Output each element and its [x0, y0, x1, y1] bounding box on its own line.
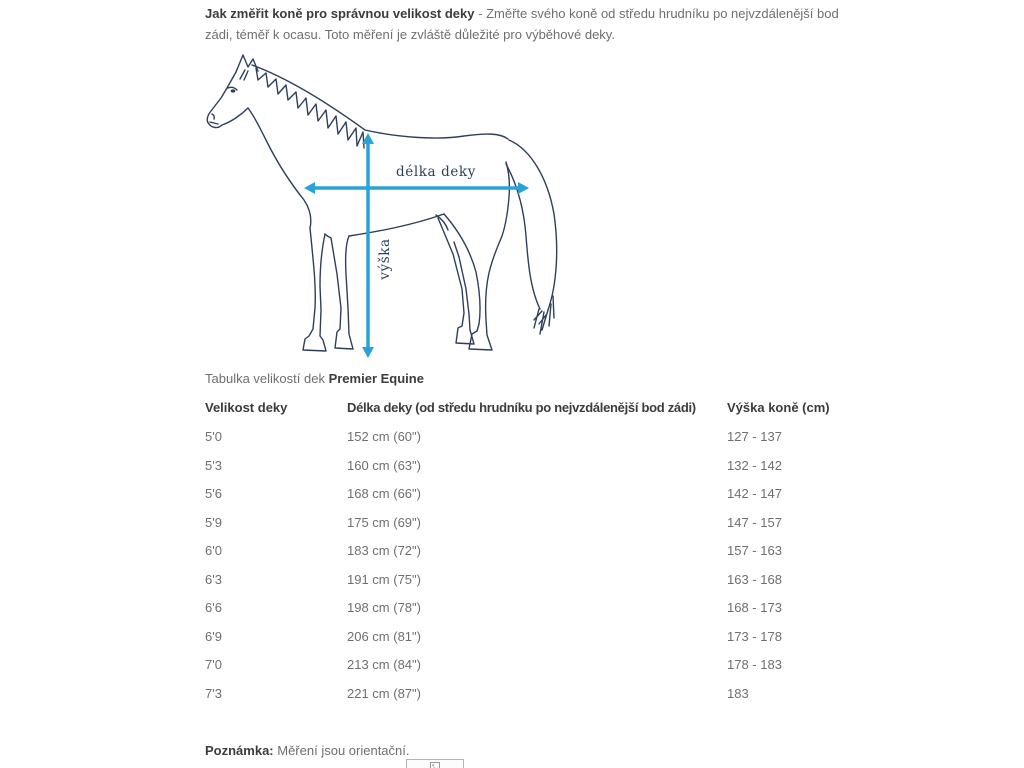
table-header-row	[205, 400, 855, 416]
cell-height: 168 - 173	[727, 600, 782, 616]
cell-size: 5'3	[205, 457, 222, 473]
horse-hind-leg-far	[438, 218, 474, 344]
measurement-arrows	[304, 133, 529, 358]
table-row	[205, 651, 855, 680]
cell-size: 6'0	[205, 543, 222, 559]
header-size: Velikost deky	[205, 400, 288, 415]
height-arrow	[362, 133, 374, 358]
cell-size: 6'9	[205, 628, 222, 644]
cell-length: 198 cm (78")	[347, 600, 421, 616]
cell-height: 132 - 142	[727, 457, 782, 473]
table-row	[205, 452, 855, 481]
horse-outline	[207, 55, 556, 351]
cell-length: 152 cm (60")	[347, 429, 421, 444]
table-row	[205, 566, 855, 595]
cell-size: 5'9	[205, 514, 222, 530]
table-row	[205, 480, 855, 509]
horse-belly	[349, 214, 444, 236]
table-row	[205, 623, 855, 652]
horse-front-leg-far	[325, 234, 353, 349]
horse-nostril	[210, 114, 218, 124]
length-label: délka deky	[396, 164, 476, 180]
table-row	[205, 594, 855, 623]
cell-length: 183 cm (72")	[347, 543, 421, 559]
caption-brand: Premier Equine	[328, 371, 424, 386]
horse-ears	[236, 55, 258, 72]
table-row	[205, 537, 855, 566]
intro-text: Změřte svého koně od středu hrudníku po nejvzdálenější bod zádi, téměř k ocasu. Toto měření je zvláště důležité pro výběhové deky.	[205, 6, 839, 42]
cell-height: 147 - 157	[727, 514, 782, 530]
caption-prefix: Tabulka velikostí dek	[205, 371, 329, 386]
cell-size: 5'0	[205, 429, 222, 444]
note-paragraph	[205, 744, 410, 758]
cell-size: 6'6	[205, 600, 222, 616]
cell-height: 183	[727, 685, 749, 701]
table-row	[205, 423, 855, 452]
header-height: Výška koně (cm)	[727, 400, 830, 415]
horse-neck-front	[248, 108, 311, 228]
cell-size: 7'3	[205, 685, 222, 701]
cell-size: 5'6	[205, 486, 222, 502]
cell-height: 163 - 168	[727, 571, 782, 587]
horse-mane	[256, 68, 364, 148]
horse-forelock	[240, 70, 248, 80]
cell-size: 6'3	[205, 571, 222, 587]
broken-image-icon	[430, 762, 440, 768]
cell-height: 127 - 137	[727, 429, 782, 444]
length-arrow	[304, 182, 529, 194]
intro-title: Jak změřit koně pro správnou velikost deky	[205, 6, 475, 21]
cell-length: 213 cm (84")	[347, 657, 421, 673]
cell-length: 206 cm (81")	[347, 628, 421, 644]
note-text: Měření jsou orientační.	[273, 743, 410, 758]
header-length: Délka deky (od středu hrudníku po nejvzdálenější bod zádi)	[347, 400, 696, 415]
cell-size: 7'0	[205, 657, 222, 673]
table-row	[205, 680, 855, 709]
cell-height: 178 - 183	[727, 657, 782, 673]
cell-length: 175 cm (69")	[347, 514, 421, 530]
size-table-caption	[205, 371, 424, 386]
cell-height: 142 - 147	[727, 486, 782, 502]
cell-length: 160 cm (63")	[347, 457, 421, 473]
cell-length: 221 cm (87")	[347, 685, 421, 701]
note-label: Poznámka:	[205, 743, 274, 758]
image-placeholder	[406, 759, 464, 768]
table-row	[205, 509, 855, 538]
size-table	[205, 423, 855, 708]
cell-length: 191 cm (75")	[347, 571, 421, 587]
horse-diagram	[200, 52, 570, 364]
horse-tail	[506, 140, 557, 310]
cell-height: 173 - 178	[727, 628, 782, 644]
horse-back	[252, 65, 508, 139]
height-label: výška	[377, 238, 393, 280]
horse-eye-pupil	[231, 89, 236, 92]
horse-front-leg-near	[303, 228, 326, 351]
intro-paragraph	[205, 4, 850, 45]
intro-separator: -	[474, 6, 487, 21]
cell-length: 168 cm (66")	[347, 486, 421, 502]
cell-height: 157 - 163	[727, 543, 782, 559]
